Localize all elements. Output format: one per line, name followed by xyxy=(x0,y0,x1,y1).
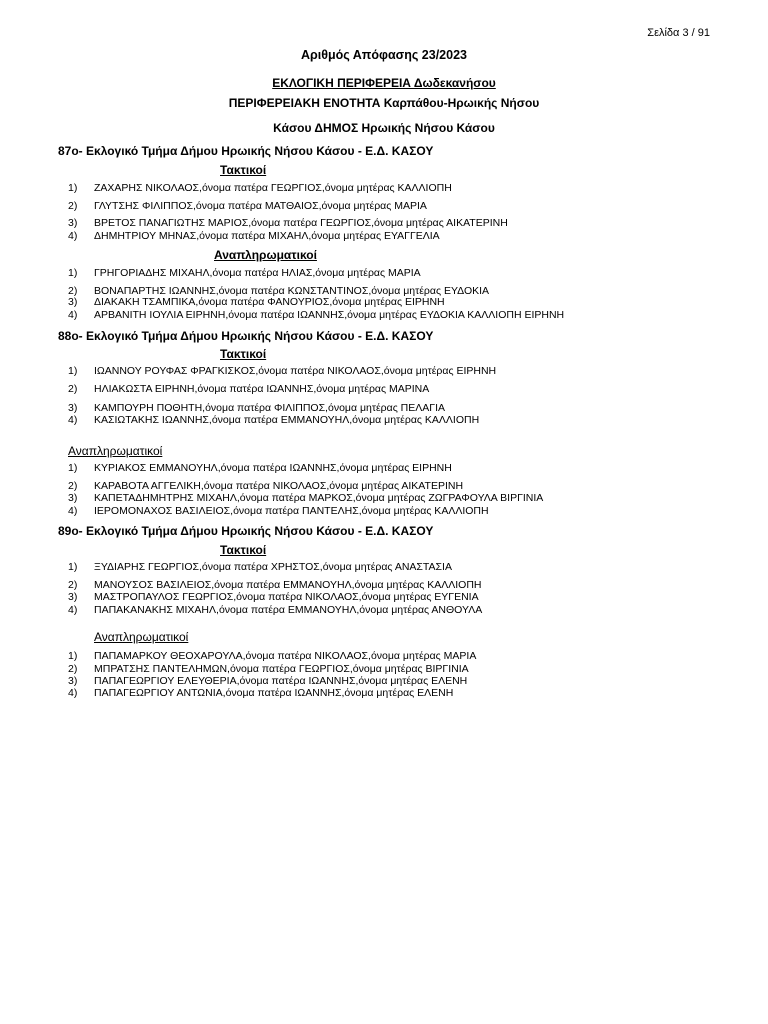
list-item: 1) ΠΑΠΑΜΑΡΚΟΥ ΘΕΟΧΑΡΟΥΛΑ,όνομα πατέρα ΝΙΚΟΛΑΟΣ,όνομα μητέρας ΜΑΡΙΑ xyxy=(68,650,477,662)
list-item: 4) ΚΑΣΙΩΤΑΚΗΣ ΙΩΑΝΝΗΣ,όνομα πατέρα ΕΜΜΑΝΟΥΗΛ,όνομα μητέρας ΚΑΛΛΙΟΠΗ xyxy=(68,414,480,426)
regional-unit: ΠΕΡΙΦΕΡΕΙΑΚΗ ΕΝΟΤΗΤΑ Καρπάθου-Ηρωικής Νήσου xyxy=(228,96,540,110)
municipality: Κάσου ΔΗΜΟΣ Ηρωικής Νήσου Κάσου xyxy=(273,121,495,135)
alternate-label-87: Αναπληρωματικοί xyxy=(214,248,317,262)
list-item: 3) ΚΑΠΕΤΑΔΗΜΗΤΡΗΣ ΜΙΧΑΗΛ,όνομα πατέρα ΜΑΡΚΟΣ,όνομα μητέρας ΖΩΓΡΑΦΟΥΛΑ ΒΙΡΓΙΝΙΑ xyxy=(68,492,544,504)
list-item: 1) ΞΥΔΙΑΡΗΣ ΓΕΩΡΓΙΟΣ,όνομα πατέρα ΧΡΗΣΤΟΣ,όνομα μητέρας ΑΝΑΣΤΑΣΙΑ xyxy=(68,561,452,573)
list-item: 3) ΠΑΠΑΓΕΩΡΓΙΟΥ ΕΛΕΥΘΕΡΙΑ,όνομα πατέρα ΙΩΑΝΝΗΣ,όνομα μητέρας ΕΛΕΝΗ xyxy=(68,675,468,687)
decision-number: Αριθμός Απόφασης 23/2023 xyxy=(301,48,467,62)
list-item: 2) ΗΛΙΑΚΩΣΤΑ ΕΙΡΗΝΗ,όνομα πατέρα ΙΩΑΝΝΗΣ,όνομα μητέρας ΜΑΡΙΝΑ xyxy=(68,383,430,395)
alternate-label-89: Αναπληρωματικοί xyxy=(94,630,189,644)
alternate-label-88: Αναπληρωματικοί xyxy=(68,444,163,458)
list-item: 1) ΙΩΑΝΝΟΥ ΡΟΥΦΑΣ ΦΡΑΓΚΙΣΚΟΣ,όνομα πατέρα ΝΙΚΟΛΑΟΣ,όνομα μητέρας ΕΙΡΗΝΗ xyxy=(68,365,497,377)
list-item: 4) ΑΡΒΑΝΙΤΗ ΙΟΥΛΙΑ ΕΙΡΗΝΗ,όνομα πατέρα ΙΩΑΝΝΗΣ,όνομα μητέρας ΕΥΔΟΚΙΑ ΚΑΛΛΙΟΠΗ ΕΙΡΗΝΗ xyxy=(68,309,565,321)
regular-label-88: Τακτικοί xyxy=(220,347,267,361)
list-item: 1) ΚΥΡΙΑΚΟΣ ΕΜΜΑΝΟΥΗΛ,όνομα πατέρα ΙΩΑΝΝΗΣ,όνομα μητέρας ΕΙΡΗΝΗ xyxy=(68,462,452,474)
list-item: 3) ΜΑΣΤΡΟΠΑΥΛΟΣ ΓΕΩΡΓΙΟΣ,όνομα πατέρα ΝΙΚΟΛΑΟΣ,όνομα μητέρας ΕΥΓΕΝΙΑ xyxy=(68,591,479,603)
electoral-region-text: ΕΚΛΟΓΙΚΗ ΠΕΡΙΦΕΡΕΙΑ Δωδεκανήσου xyxy=(272,76,496,90)
list-item: 4) ΙΕΡΟΜΟΝΑΧΟΣ ΒΑΣΙΛΕΙΟΣ,όνομα πατέρα ΠΑΝΤΕΛΗΣ,όνομα μητέρας ΚΑΛΛΙΟΠΗ xyxy=(68,505,489,517)
list-item: 2) ΜΠΡΑΤΣΗΣ ΠΑΝΤΕΛΗΜΩΝ,όνομα πατέρα ΓΕΩΡΓΙΟΣ,όνομα μητέρας ΒΙΡΓΙΝΙΑ xyxy=(68,663,469,675)
list-item: 3) ΚΑΜΠΟΥΡΗ ΠΟΘΗΤΗ,όνομα πατέρα ΦΙΛΙΠΠΟΣ,όνομα μητέρας ΠΕΛΑΓΙΑ xyxy=(68,402,445,414)
regular-label-89: Τακτικοί xyxy=(220,543,267,557)
list-item: 4) ΠΑΠΑΚΑΝΑΚΗΣ ΜΙΧΑΗΛ,όνομα πατέρα ΕΜΜΑΝΟΥΗΛ,όνομα μητέρας ΑΝΘΟΥΛΑ xyxy=(68,604,483,616)
regular-label-87: Τακτικοί xyxy=(220,163,267,177)
section-title-89: 89ο- Εκλογικό Τμήμα Δήμου Ηρωικής Νήσου Κάσου - Ε.Δ. ΚΑΣΟΥ xyxy=(58,524,434,538)
page-number: Σελίδα 3 / 91 xyxy=(647,27,710,39)
list-item: 4) ΠΑΠΑΓΕΩΡΓΙΟΥ ΑΝΤΩΝΙΑ,όνομα πατέρα ΙΩΑΝΝΗΣ,όνομα μητέρας ΕΛΕΝΗ xyxy=(68,687,454,699)
list-item: 3) ΒΡΕΤΟΣ ΠΑΝΑΓΙΩΤΗΣ ΜΑΡΙΟΣ,όνομα πατέρα ΓΕΩΡΓΙΟΣ,όνομα μητέρας ΑΙΚΑΤΕΡΙΝΗ xyxy=(68,217,508,229)
list-item: 2) ΜΑΝΟΥΣΟΣ ΒΑΣΙΛΕΙΟΣ,όνομα πατέρα ΕΜΜΑΝΟΥΗΛ,όνομα μητέρας ΚΑΛΛΙΟΠΗ xyxy=(68,579,482,591)
section-title-87: 87ο- Εκλογικό Τμήμα Δήμου Ηρωικής Νήσου Κάσου - Ε.Δ. ΚΑΣΟΥ xyxy=(58,144,434,158)
electoral-region xyxy=(0,76,768,90)
section-title-88: 88ο- Εκλογικό Τμήμα Δήμου Ηρωικής Νήσου Κάσου - Ε.Δ. ΚΑΣΟΥ xyxy=(58,329,434,343)
list-item: 2) ΚΑΡΑΒΟΤΑ ΑΓΓΕΛΙΚΗ,όνομα πατέρα ΝΙΚΟΛΑΟΣ,όνομα μητέρας ΑΙΚΑΤΕΡΙΝΗ xyxy=(68,480,464,492)
list-item: 1) ΖΑΧΑΡΗΣ ΝΙΚΟΛΑΟΣ,όνομα πατέρα ΓΕΩΡΓΙΟΣ,όνομα μητέρας ΚΑΛΛΙΟΠΗ xyxy=(68,182,452,194)
list-item: 3) ΔΙΑΚΑΚΗ ΤΣΑΜΠΙΚΑ,όνομα πατέρα ΦΑΝΟΥΡΙΟΣ,όνομα μητέρας ΕΙΡΗΝΗ xyxy=(68,296,445,308)
list-item: 1) ΓΡΗΓΟΡΙΑΔΗΣ ΜΙΧΑΗΛ,όνομα πατέρα ΗΛΙΑΣ,όνομα μητέρας ΜΑΡΙΑ xyxy=(68,267,421,279)
list-item: 2) ΓΛΥΤΣΗΣ ΦΙΛΙΠΠΟΣ,όνομα πατέρα ΜΑΤΘΑΙΟΣ,όνομα μητέρας ΜΑΡΙΑ xyxy=(68,200,427,212)
list-item: 4) ΔΗΜΗΤΡΙΟΥ ΜΗΝΑΣ,όνομα πατέρα ΜΙΧΑΗΛ,όνομα μητέρας ΕΥΑΓΓΕΛΙΑ xyxy=(68,230,440,242)
list-item: 2) ΒΟΝΑΠΑΡΤΗΣ ΙΩΑΝΝΗΣ,όνομα πατέρα ΚΩΝΣΤΑΝΤΙΝΟΣ,όνομα μητέρας ΕΥΔΟΚΙΑ xyxy=(68,285,490,297)
